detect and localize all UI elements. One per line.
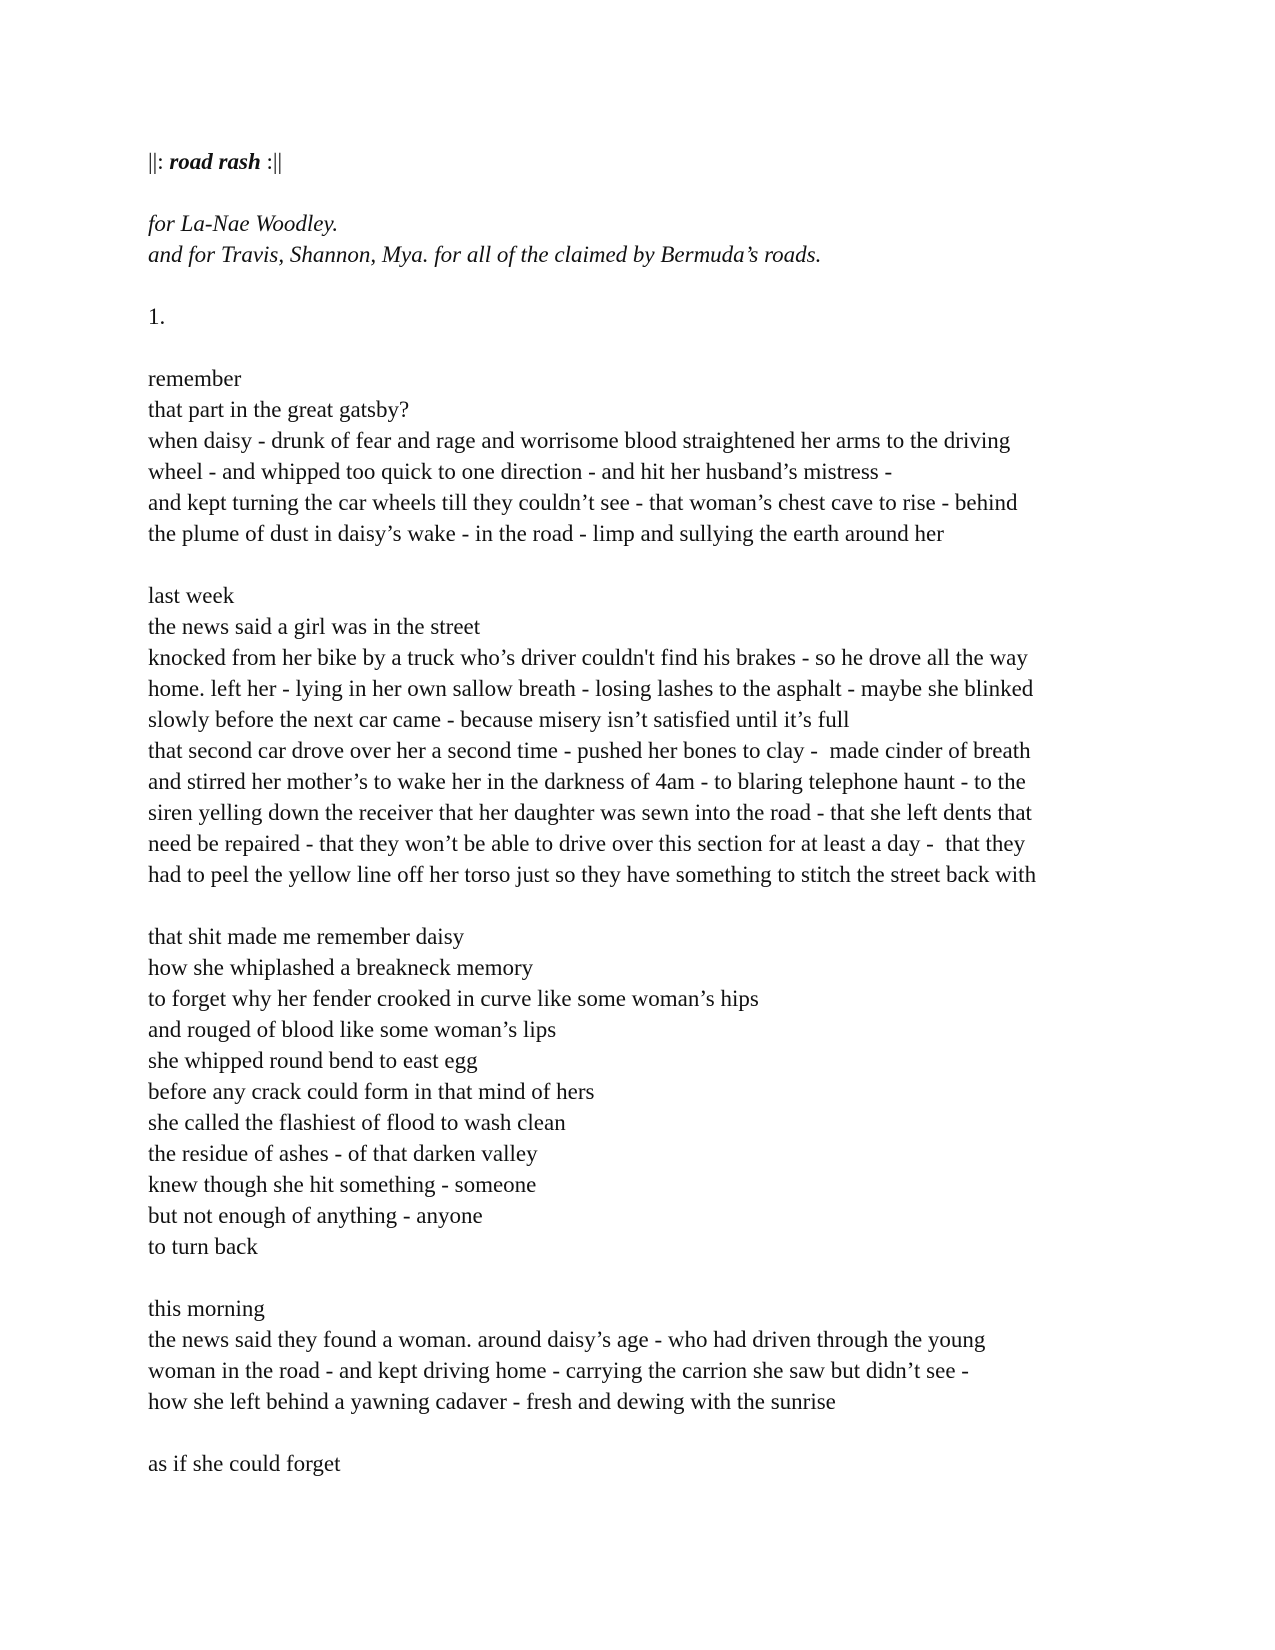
spacer [148, 270, 1148, 301]
title-name: road rash [169, 149, 261, 174]
poem-line: remember [148, 366, 242, 391]
dedication-line: and for Travis, Shannon, Mya. for all of the claimed by Bermuda’s roads. [148, 242, 822, 267]
title-suffix: :|| [260, 149, 283, 174]
poem-line: before any crack could form in that mind of hers [148, 1079, 595, 1104]
poem-line: siren yelling down the receiver that her daughter was sewn into the road - that she left dents that [148, 800, 1032, 825]
poem-line: the residue of ashes - of that darken valley [148, 1141, 538, 1166]
poem-line: the plume of dust in daisy’s wake - in the road - limp and sullying the earth around her [148, 521, 944, 546]
spacer [148, 1262, 1148, 1293]
poem-line: woman in the road - and kept driving home - carrying the carrion she saw but didn’t see - [148, 1358, 969, 1383]
poem-line: last week [148, 583, 235, 608]
poem-line: she whipped round bend to east egg [148, 1048, 478, 1073]
stanza [148, 363, 1148, 549]
poem-line: knocked from her bike by a truck who’s driver couldn't find his brakes - so he drove all the way [148, 645, 1028, 670]
poem-line: and stirred her mother’s to wake her in the darkness of 4am - to blaring telephone haunt - to the [148, 769, 1026, 794]
poem-line: but not enough of anything - anyone [148, 1203, 483, 1228]
poem-line: need be repaired - that they won’t be able to drive over this section for at least a day - that they [148, 831, 1026, 856]
poem-line: home. left her - lying in her own sallow breath - losing lashes to the asphalt - maybe she blinked [148, 676, 1034, 701]
poem-line: knew though she hit something - someone [148, 1172, 537, 1197]
poem-line: she called the flashiest of flood to wash clean [148, 1110, 566, 1135]
poem-line: to forget why her fender crooked in curve like some woman’s hips [148, 986, 759, 1011]
poem-line: that shit made me remember daisy [148, 924, 465, 949]
title-prefix: ||: [148, 149, 170, 174]
poem-line: how she left behind a yawning cadaver - fresh and dewing with the sunrise [148, 1389, 836, 1414]
stanza [148, 1448, 1148, 1479]
spacer [148, 890, 1148, 921]
poem-line: the news said they found a woman. around daisy’s age - who had driven through the young [148, 1327, 986, 1352]
poem-line: to turn back [148, 1234, 258, 1259]
stanza [148, 1293, 1148, 1417]
poem-line: the news said a girl was in the street [148, 614, 481, 639]
stanza [148, 921, 1148, 1262]
poem-line: as if she could forget [148, 1451, 341, 1476]
poem-page [148, 146, 1148, 1479]
poem-line: slowly before the next car came - because misery isn’t satisfied until it’s full [148, 707, 850, 732]
stanza [148, 580, 1148, 890]
section-number: 1. [148, 304, 166, 329]
poem-line: that part in the great gatsby? [148, 397, 410, 422]
poem-line: and kept turning the car wheels till they couldn’t see - that woman’s chest cave to rise - behind [148, 490, 1018, 515]
poem-title [148, 146, 1148, 177]
poem-body [148, 363, 1148, 1479]
spacer [148, 549, 1148, 580]
poem-line: wheel - and whipped too quick to one direction - and hit her husband’s mistress - [148, 459, 893, 484]
poem-line: when daisy - drunk of fear and rage and worrisome blood straightened her arms to the driving [148, 428, 1011, 453]
poem-line: had to peel the yellow line off her torso just so they have something to stitch the street back with [148, 862, 1037, 887]
dedication-line: for La-Nae Woodley. [148, 211, 339, 236]
spacer [148, 177, 1148, 208]
spacer [148, 332, 1148, 363]
poem-line: this morning [148, 1296, 265, 1321]
poem-line: and rouged of blood like some woman’s lips [148, 1017, 557, 1042]
poem-line: how she whiplashed a breakneck memory [148, 955, 534, 980]
poem-line: that second car drove over her a second time - pushed her bones to clay - made cinder of breath [148, 738, 1031, 763]
spacer [148, 1417, 1148, 1448]
